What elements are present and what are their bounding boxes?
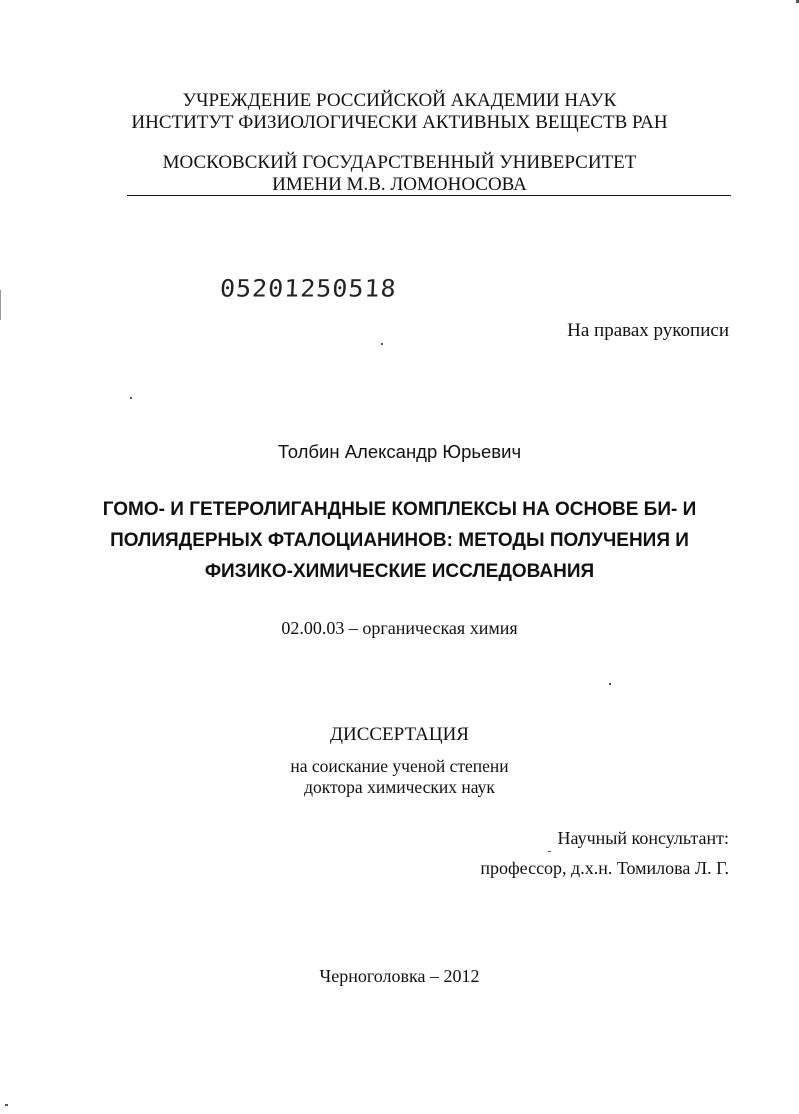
specialty-code: 02.00.03 – органическая химия xyxy=(281,618,518,638)
registration-stamp xyxy=(220,274,397,303)
scan-speck xyxy=(548,851,551,852)
stamp-number: 05201250518 xyxy=(219,274,398,303)
university-name-2: ИМЕНИ М.В. ЛОМОНОСОВА xyxy=(272,174,527,195)
scan-edge xyxy=(0,290,1,320)
author-name: Толбин Александр Юрьевич xyxy=(277,441,522,462)
scan-speck xyxy=(381,343,383,345)
place-year: Черноголовка – 2012 xyxy=(319,966,480,986)
rights-note: На правах рукописи xyxy=(567,320,729,341)
work-type: ДИССЕРТАЦИЯ xyxy=(330,724,469,745)
degree-line-2: доктора химических наук xyxy=(304,777,495,797)
title-line-2: ПОЛИЯДЕРНЫХ ФТАЛОЦИАНИНОВ: МЕТОДЫ ПОЛУЧЕНИЯ И xyxy=(110,530,689,551)
institute-name: ИНСТИТУТ ФИЗИОЛОГИЧЕСКИ АКТИВНЫХ ВЕЩЕСТВ РАН xyxy=(131,112,668,133)
advisor-label: Научный консультант: xyxy=(557,828,729,848)
advisor-name: профессор, д.х.н. Томилова Л. Г. xyxy=(480,858,729,878)
scan-speck xyxy=(5,1104,8,1106)
institution-name: УЧРЕЖДЕНИЕ РОССИЙСКОЙ АКАДЕМИИ НАУК xyxy=(182,90,617,111)
university-name: МОСКОВСКИЙ ГОСУДАРСТВЕННЫЙ УНИВЕРСИТЕТ xyxy=(162,152,637,173)
scan-speck xyxy=(130,397,132,399)
degree-line-1: на соискание ученой степени xyxy=(290,756,509,776)
title-line-1: ГОМО- И ГЕТЕРОЛИГАНДНЫЕ КОМПЛЕКСЫ НА ОСНОВЕ БИ- И xyxy=(102,499,697,520)
header-rule xyxy=(127,195,731,196)
dissertation-title xyxy=(0,494,799,587)
scan-speck xyxy=(609,683,611,685)
title-line-3: ФИЗИКО-ХИМИЧЕСКИЕ ИССЛЕДОВАНИЯ xyxy=(204,561,595,582)
